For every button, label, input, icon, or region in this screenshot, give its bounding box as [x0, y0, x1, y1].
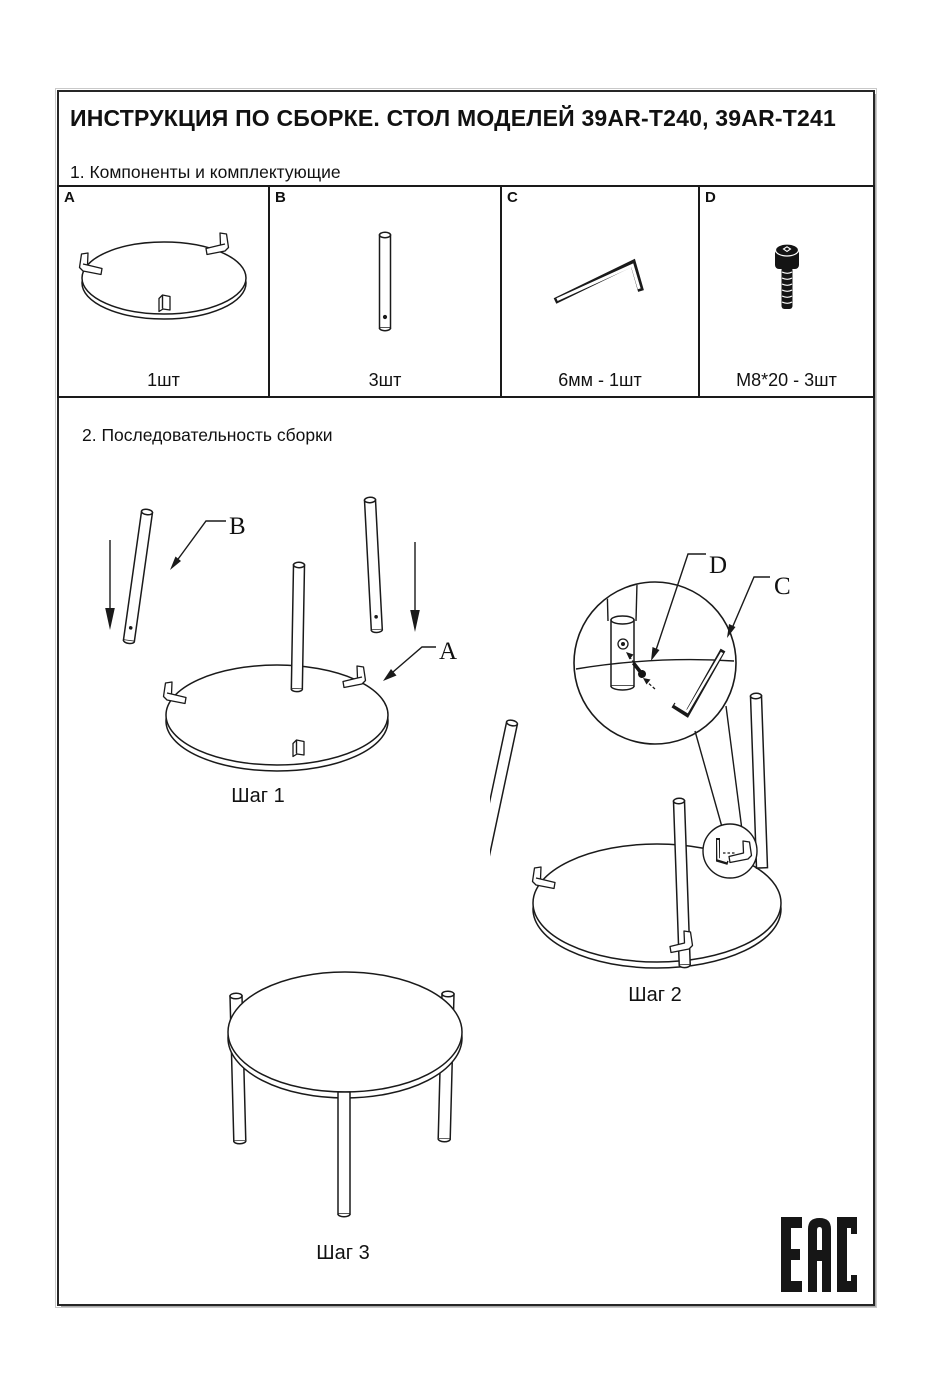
components-table [57, 185, 875, 398]
callout-b [170, 513, 246, 570]
leg-left [490, 719, 518, 873]
hex-key-icon [545, 251, 655, 315]
step1-diagram [85, 482, 485, 817]
leg-icon [363, 231, 407, 335]
callout-letter-d: D [709, 552, 728, 579]
bracket-front [293, 740, 304, 757]
page-title: ИНСТРУКЦИЯ ПО СБОРКЕ. СТОЛ МОДЕЛЕЙ 39AR-T240, 39AR-T241 [70, 105, 836, 131]
tabletop-icon [71, 227, 256, 339]
zoom-link-line [695, 731, 722, 827]
section2-heading: 2. Последовательность сборки [82, 425, 333, 445]
component-size: 6мм - 1шт [558, 370, 642, 390]
callout-letter-a: A [439, 638, 458, 665]
eac-mark [781, 1216, 858, 1294]
component-label: A [64, 189, 75, 206]
leg-front [338, 1092, 350, 1217]
step3-caption: Шаг 3 [316, 1242, 370, 1264]
component-cell-a [59, 187, 268, 396]
step3-diagram [180, 962, 510, 1260]
magnifier-circle [574, 582, 736, 744]
callout-letter-c: C [774, 573, 791, 600]
component-qty: 1шт [147, 370, 180, 390]
component-qty: 3шт [368, 370, 402, 390]
down-arrow-right [410, 542, 420, 632]
down-arrow-left [105, 540, 115, 630]
component-label: D [705, 189, 716, 206]
component-label: B [275, 189, 286, 206]
bolt-icon [768, 240, 806, 326]
floating-leg-right [364, 497, 382, 633]
callout-c [727, 573, 791, 638]
callout-a [383, 638, 457, 681]
component-cell-d [698, 187, 873, 396]
zoom-link-line [726, 706, 742, 830]
component-size: M8*20 - 3шт [736, 370, 837, 390]
section1-heading: 1. Компоненты и комплектующие [70, 162, 341, 182]
component-cell-b [268, 187, 500, 396]
step2-caption: Шаг 2 [628, 984, 682, 1006]
floating-leg-left [123, 509, 153, 645]
step1-caption: Шаг 1 [231, 785, 285, 807]
mounted-leg-center [291, 562, 304, 692]
step2-diagram [490, 533, 880, 988]
zoom-bubble [703, 824, 757, 878]
tabletop [228, 972, 462, 1098]
callout-letter-b: B [229, 513, 246, 540]
component-cell-c [500, 187, 698, 396]
component-label: C [507, 189, 518, 206]
